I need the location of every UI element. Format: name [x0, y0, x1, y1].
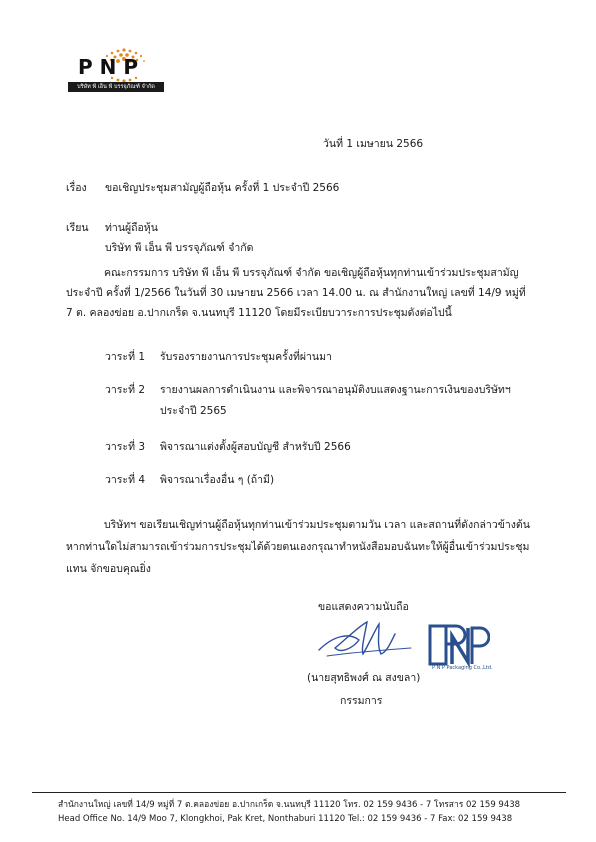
agenda-number: วาระที่ 2: [105, 384, 146, 396]
subject-text: ขอเชิญประชุมสามัญผู้ถือหุ้น ครั้งที่ 1 ประจำปี 2566: [105, 182, 340, 194]
subject-label: เรื่อง: [66, 182, 87, 194]
stamp-caption: P N P Packaging Co.,Ltd.: [432, 665, 493, 671]
agenda-text-continued: ประจำปี 2565: [160, 405, 227, 417]
agenda-text: พิจารณาเรื่องอื่น ๆ (ถ้ามี): [160, 474, 275, 486]
logo-company-line: บริษัท พี เอ็น พี บรรจุภัณฑ์ จำกัด: [68, 82, 164, 92]
footer-english-address: Head Office No. 14/9 Moo 7, Klongkhoi, Pak Kret, Nonthaburi 11120 Tel.: 02 159 9436 - 7 Fax: 02 159 9438: [58, 814, 513, 824]
signoff-text: ขอแสดงความนับถือ: [318, 601, 409, 613]
agenda-text: พิจารณาแต่งตั้งผู้สอบบัญชี สำหรับปี 2566: [160, 441, 351, 453]
logo-letters: PNP: [78, 55, 146, 79]
agenda-number: วาระที่ 4: [105, 474, 146, 486]
agenda-text: รายงานผลการดำเนินงาน และพิจารณาอนุมัติงบแสดงฐานะการเงินของบริษัทฯ: [160, 384, 511, 396]
signer-name: (นายสุทธิพงศ์ ณ สงขลา): [307, 672, 421, 684]
letter-date: วันที่ 1 เมษายน 2566: [323, 138, 424, 150]
closing-paragraph: บริษัทฯ ขอเรียนเชิญท่านผู้ถือหุ้นทุกท่านเข้าร่วมประชุมตามวัน เวลา และสถานที่ดังกล่าวข้างต้น หากท่านใดไม่สามารถเข้าร่วมการประชุมได้ด้วยตนเองกรุณาทำหนังสือมอบฉันทะให้ผู้อื่นเข้าร่วมประชุมแทน จักขอบคุณยิ่ง: [66, 519, 530, 575]
signature-icon: [315, 612, 415, 662]
footer-thai-address: สำนักงานใหญ่ เลขที่ 14/9 หมู่ที่ 7 ต.คลองข่อย อ.ปากเกร็ด จ.นนทบุรี 11120 โทร. 02 159 9436 - 7 โทรสาร 02 159 9438: [58, 800, 521, 810]
company-stamp-logo: [428, 622, 490, 668]
signer-title: กรรมการ: [340, 695, 383, 707]
footer-divider: [32, 792, 566, 793]
agenda-text: รับรองรายงานการประชุมครั้งที่ผ่านมา: [160, 351, 332, 363]
intro-paragraph: คณะกรรมการ บริษัท พี เอ็น พี บรรจุภัณฑ์ จำกัด ขอเชิญผู้ถือหุ้นทุกท่านเข้าร่วมประชุมสามัญประจำปี ครั้งที่ 1/2566 ในวันที่ 30 เมษายน 2566 เวลา 14.00 น. ณ สำนักงานใหญ่ เลขที่ 14/9 หมู่ที่ 7 ต. คลองข่อย อ.ปากเกร็ด จ.นนทบุรี 11120 โดยมีระเบียบวาระการประชุมดังต่อไปนี้: [66, 267, 526, 319]
greeting-recipient: ท่านผู้ถือหุ้น: [105, 222, 158, 234]
greeting-label: เรียน: [66, 222, 89, 234]
greeting-company: บริษัท พี เอ็น พี บรรจุภัณฑ์ จำกัด: [105, 242, 254, 254]
agenda-number: วาระที่ 1: [105, 351, 146, 363]
agenda-number: วาระที่ 3: [105, 441, 146, 453]
